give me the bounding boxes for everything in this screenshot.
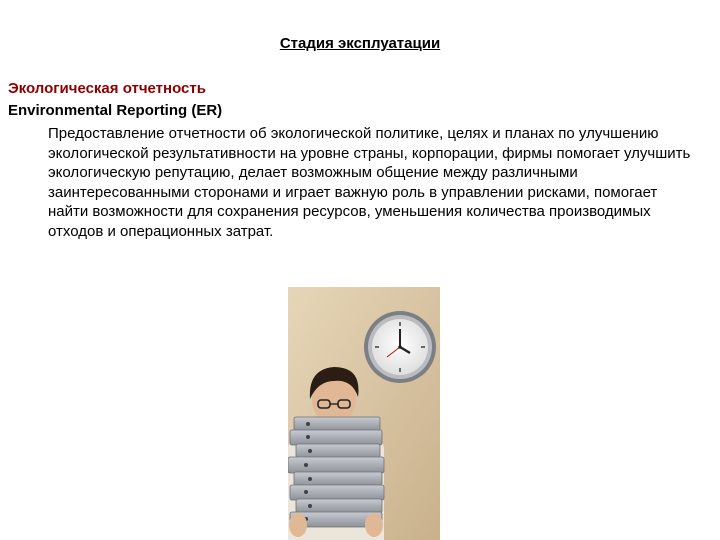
body-paragraph: Предоставление отчетности об экологической политике, целях и планах по улучшению экологической результативности на уровне страны, корпорации, фирмы помогает улучшить экологическую репутацию, делает возможным общение между различными заинтересованными сторонами и играет важную роль в управлении рисками, помогает найти возможности для сохранения ресурсов, уменьшения количества производимых отходов и операционных затрат.	[48, 125, 691, 240]
wall-clock-icon	[364, 311, 436, 383]
binder-stack-icon	[288, 417, 384, 537]
slide-title: Стадия эксплуатации	[279, 35, 441, 52]
heading-environmental-reporting: Environmental Reporting (ER)	[8, 102, 223, 119]
heading-ecological-reporting: Экологическая отчетность	[8, 80, 206, 97]
office-worker-photo	[288, 287, 440, 540]
